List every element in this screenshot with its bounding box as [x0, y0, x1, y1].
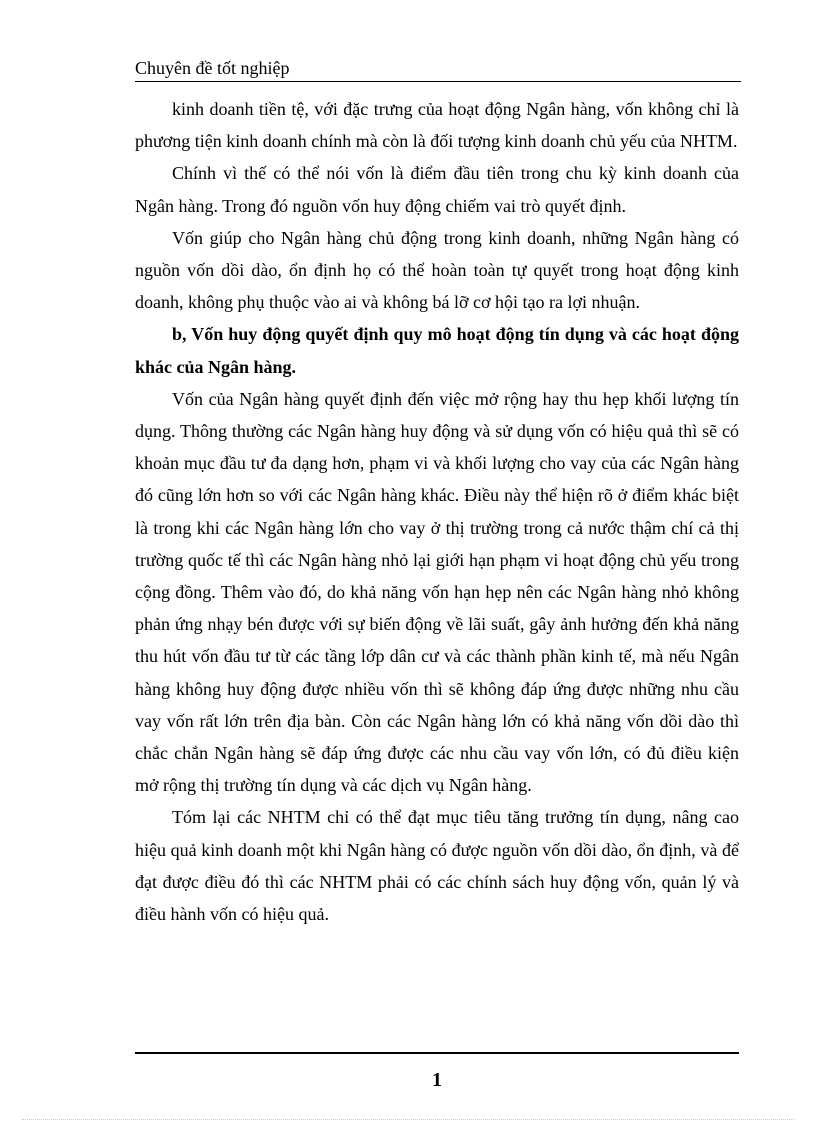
page-header-title: Chuyên đề tốt nghiệp [135, 58, 290, 78]
paragraph-quy-mo-tin-dung: Vốn của Ngân hàng quyết định đến việc mở rộng hay thu hẹp khối lượng tín dụng. Thông thường các Ngân hàng huy động và sử dụng vốn có hiệu quả thì sẽ có khoản mục đầu tư đa dạng hơn, phạm vi và khối lượng cho vay của các Ngân hàng đó cũng lớn hơn so với các Ngân hàng khác. Điều này thể hiện rõ ở điểm khác biệt là trong khi các Ngân hàng lớn cho vay ở thị trường trong cả nước thậm chí cả thị trường quốc tế thì các Ngân hàng nhỏ lại giới hạn phạm vi hoạt động chủ yếu trong cộng đồng. Thêm vào đó, do khả năng vốn hạn hẹp nên các Ngân hàng nhỏ không phản ứng nhạy bén được với sự biến động về lãi suất, gây ảnh hưởng đến khả năng thu hút vốn đầu tư từ các tầng lớp dân cư và các thành phần kinh tế, mà nếu Ngân hàng không huy động được nhiều vốn thì sẽ không đáp ứng được những nhu cầu vay vốn rất lớn trên địa bàn. Còn các Ngân hàng lớn có khả năng vốn dồi dào thì chắc chắn Ngân hàng sẽ đáp ứng được các nhu cầu vay vốn lớn, có đủ điều kiện mở rộng thị trường tín dụng và các dịch vụ Ngân hàng. [135, 388, 739, 796]
page-number: 1 [432, 1069, 442, 1091]
section-subheading-b: b, Vốn huy động quyết định quy mô hoạt động tín dụng và các hoạt động khác của Ngân hàng. [135, 324, 739, 377]
document-body [135, 93, 739, 930]
paragraph-diem-dau-tien: Chính vì thế có thể nói vốn là điểm đầu tiên trong chu kỳ kinh doanh của Ngân hàng. Trong đó nguồn vốn huy động chiếm vai trò quyết định. [135, 163, 739, 216]
page-edge-divider [22, 1119, 794, 1120]
paragraph-tom-lai: Tóm lại các NHTM chỉ có thể đạt mục tiêu tăng trưởng tín dụng, nâng cao hiệu quả kinh doanh một khi Ngân hàng có được nguồn vốn dồi dào, ổn định, và để đạt được điều đó thì các NHTM phải có các chính sách huy động vốn, quản lý và điều hành vốn có hiệu quả. [135, 807, 739, 925]
header-divider [135, 81, 741, 82]
paragraph-vốn-doi-tuong-kinh-doanh: kinh doanh tiền tệ, với đặc trưng của hoạt động Ngân hàng, vốn không chỉ là phương tiện kinh doanh chính mà còn là đối tượng kinh doanh chủ yếu của NHTM. [135, 99, 739, 152]
footer-divider [135, 1052, 739, 1054]
paragraph-chu-dong-kinh-doanh: Vốn giúp cho Ngân hàng chủ động trong kinh doanh, những Ngân hàng có nguồn vốn dồi dào, ổn định họ có thể hoàn toàn tự quyết trong hoạt động kinh doanh, không phụ thuộc vào ai và không bá lỡ cơ hội tạo ra lợi nhuận. [135, 227, 739, 313]
